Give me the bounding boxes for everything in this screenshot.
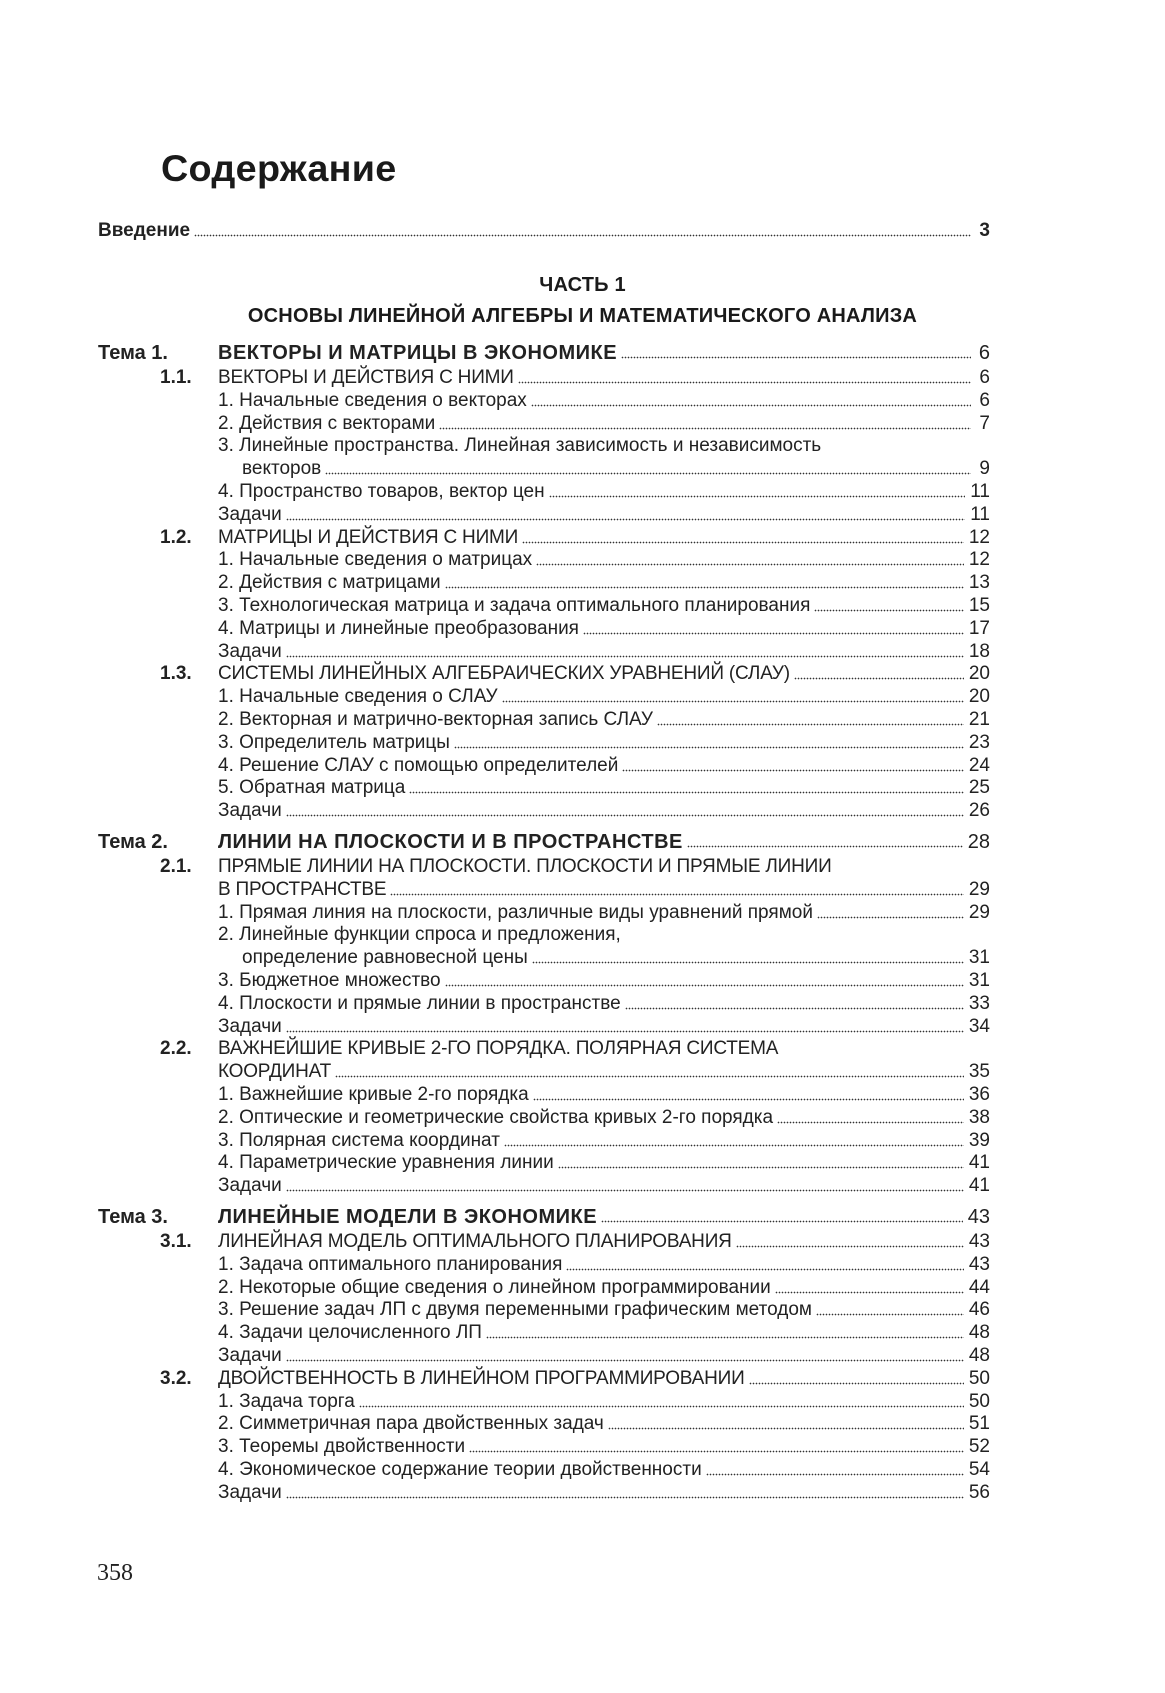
toc-page-number: 11	[970, 503, 990, 525]
part-number-heading: ЧАСТЬ 1	[539, 274, 626, 296]
leader-dots	[531, 403, 971, 407]
toc-entry-section[interactable]	[218, 367, 990, 389]
section-number: 1.2.	[160, 526, 192, 548]
toc-entry-subsection[interactable]	[218, 709, 990, 731]
toc-page-number: 7	[979, 412, 990, 434]
section-number: 3.1.	[160, 1231, 192, 1252]
toc-page-number: 48	[968, 1345, 990, 1366]
toc-entry-subsection[interactable]	[218, 970, 990, 992]
toc-entry-label: Задачи	[218, 640, 282, 662]
toc-page-number: 12	[968, 549, 990, 571]
leader-dots	[286, 517, 965, 521]
section-number: 1.1.	[160, 367, 192, 388]
toc-page-number: 13	[968, 572, 990, 594]
leader-dots	[286, 1188, 964, 1192]
leader-dots	[409, 790, 963, 794]
toc-entry-subsection[interactable]	[218, 413, 990, 435]
section-number: 3.2.	[160, 1367, 192, 1389]
leader-dots	[816, 1312, 964, 1316]
leader-dots	[736, 1244, 964, 1248]
toc-page-number: 20	[968, 663, 990, 685]
toc-page-number: 56	[968, 1481, 990, 1503]
toc-entry-label: ЛИНЕЙНЫЕ МОДЕЛИ В ЭКОНОМИКЕ	[218, 1206, 598, 1228]
toc-page-number: 41	[968, 1152, 990, 1174]
toc-page-number: 28	[967, 831, 990, 853]
leader-dots	[522, 540, 964, 544]
toc-entry-subsection[interactable]	[218, 1391, 990, 1413]
leader-dots	[532, 960, 964, 964]
toc-page-number: 33	[968, 992, 990, 1014]
leader-dots	[687, 844, 963, 848]
toc-entry-subsection[interactable]	[218, 1152, 990, 1174]
leader-dots	[621, 355, 971, 359]
toc-page-number: 21	[968, 709, 990, 730]
leader-dots	[359, 1404, 964, 1408]
toc-entry-label: СИСТЕМЫ ЛИНЕЙНЫХ АЛГЕБРАИЧЕСКИХ УРАВНЕНИЙ (СЛАУ)	[218, 663, 790, 685]
toc-entry-label: векторов	[242, 458, 322, 480]
toc-entry-subsection[interactable]	[218, 686, 990, 708]
toc-entry-subsection[interactable]	[218, 504, 990, 526]
toc-entry-section[interactable]	[218, 1368, 990, 1390]
leader-dots	[454, 745, 964, 749]
toc-page-number: 6	[979, 389, 990, 411]
toc-entry-section-line1[interactable]: ВАЖНЕЙШИЕ КРИВЫЕ 2-ГО ПОРЯДКА. ПОЛЯРНАЯ СИСТЕМА	[218, 1038, 779, 1060]
leader-dots	[335, 1074, 964, 1078]
leader-dots	[608, 1426, 964, 1430]
toc-page-number: 35	[968, 1061, 990, 1083]
toc-page-number: 48	[968, 1322, 990, 1344]
leader-dots	[286, 1358, 964, 1362]
toc-entry-label: 1. Начальные сведения о СЛАУ	[218, 686, 498, 708]
toc-entry-subsection[interactable]	[242, 947, 990, 969]
toc-page-number: 44	[968, 1276, 990, 1298]
toc-entry-subsection[interactable]	[242, 458, 990, 480]
leader-dots	[445, 585, 964, 589]
toc-entry-subsection[interactable]	[218, 1107, 990, 1129]
topic-number: Тема 1.	[98, 342, 168, 364]
toc-page-number: 41	[968, 1175, 990, 1197]
toc-entry-label: 1. Прямая линия на плоскости, различные виды уравнений прямой	[218, 901, 813, 923]
toc-entry-label: 5. Обратная матрица	[218, 777, 406, 799]
leader-dots	[625, 1006, 964, 1010]
toc-entry-subsection[interactable]	[218, 1322, 990, 1344]
leader-dots	[286, 813, 964, 817]
leader-dots	[286, 654, 964, 658]
toc-entry-label: 1. Начальные сведения о матрицах	[218, 549, 533, 571]
toc-page-number: 50	[968, 1367, 990, 1389]
toc-entry-subsection[interactable]	[218, 1175, 990, 1197]
leader-dots	[439, 426, 971, 430]
section-number: 2.1.	[160, 856, 192, 877]
toc-entry-label: Задачи	[218, 1345, 282, 1366]
toc-page-number: 6	[979, 367, 990, 388]
toc-entry-subsection[interactable]	[218, 618, 990, 640]
toc-entry-introduction[interactable]	[98, 220, 990, 242]
toc-entry-subsection[interactable]	[218, 549, 990, 571]
toc-page-number: 52	[968, 1436, 990, 1458]
toc-entry-subsection[interactable]	[218, 755, 990, 777]
toc-entry-section[interactable]	[218, 1231, 990, 1253]
toc-entry-subsection[interactable]	[218, 1345, 990, 1367]
leader-dots	[777, 1120, 964, 1124]
leader-dots	[536, 562, 964, 566]
toc-page-number: 38	[968, 1106, 990, 1128]
toc-page-number: 6	[978, 342, 990, 364]
toc-entry-subsection[interactable]	[218, 595, 990, 617]
toc-page-number: 29	[968, 901, 990, 923]
toc-page-number: 31	[968, 970, 990, 991]
toc-entry-section[interactable]	[218, 879, 990, 901]
toc-entry-subsection[interactable]	[218, 993, 990, 1015]
toc-page-number: 17	[968, 617, 990, 639]
toc-entry-subsection[interactable]	[218, 1084, 990, 1106]
toc-page-number: 31	[968, 947, 990, 969]
toc-entry-subsection[interactable]	[218, 1436, 990, 1458]
toc-entry-label: 3. Бюджетное множество	[218, 970, 441, 991]
toc-page-number: 46	[968, 1299, 990, 1321]
toc-page-number: 34	[968, 1015, 990, 1037]
toc-page-number: 39	[968, 1129, 990, 1151]
toc-entry-label: 2. Оптические и геометрические свойства кривых 2-го порядка	[218, 1106, 774, 1128]
toc-entry-label: 2. Векторная и матрично-векторная запись СЛАУ	[218, 709, 653, 730]
toc-entry-subsection[interactable]	[218, 1299, 990, 1321]
leader-dots	[445, 983, 964, 987]
topic-number: Тема 2.	[98, 831, 168, 853]
toc-entry-label: Задачи	[218, 1175, 282, 1197]
leader-dots	[814, 608, 963, 612]
leader-dots	[706, 1472, 964, 1476]
toc-page-number: 9	[979, 458, 990, 480]
toc-entry-label: 3. Решение задач ЛП с двумя переменными графическим методом	[218, 1299, 812, 1321]
toc-entry-label: ВЕКТОРЫ И ДЕЙСТВИЯ С НИМИ	[218, 367, 514, 388]
toc-entry-label: МАТРИЦЫ И ДЕЙСТВИЯ С НИМИ	[218, 526, 519, 548]
toc-page-number: 11	[970, 481, 990, 502]
toc-entry-label: ЛИНЕЙНАЯ МОДЕЛЬ ОПТИМАЛЬНОГО ПЛАНИРОВАНИЯ	[218, 1231, 732, 1252]
toc-entry-subsection[interactable]	[218, 390, 990, 412]
section-number: 2.2.	[160, 1038, 192, 1060]
leader-dots	[749, 1381, 964, 1385]
toc-entry-subsection-line1[interactable]: 2. Линейные функции спроса и предложения,	[218, 924, 621, 946]
toc-page-number: 51	[968, 1413, 990, 1435]
toc-entry-subsection[interactable]	[218, 1130, 990, 1152]
toc-entry-label: ДВОЙСТВЕННОСТЬ В ЛИНЕЙНОМ ПРОГРАММИРОВАНИИ	[218, 1367, 745, 1389]
toc-entry-label: определение равновесной цены	[242, 947, 528, 969]
leader-dots	[390, 892, 963, 896]
toc-page-number: 18	[968, 640, 990, 662]
toc-entry-subsection[interactable]	[218, 732, 990, 754]
toc-entry-label: 4. Решение СЛАУ с помощью определителей	[218, 754, 619, 776]
toc-entry-subsection[interactable]	[218, 902, 990, 924]
leader-dots	[325, 471, 971, 475]
toc-entry-label: Задачи	[218, 1481, 282, 1503]
toc-page-number: 43	[968, 1253, 990, 1275]
toc-entry-label: 4. Плоскости и прямые линии в пространстве	[218, 992, 621, 1014]
leader-dots	[817, 915, 964, 919]
leader-dots	[286, 1495, 964, 1499]
leader-dots	[558, 1165, 964, 1169]
toc-page-number: 50	[968, 1390, 990, 1412]
toc-entry-label: 1. Задача оптимального планирования	[218, 1253, 563, 1275]
toc-entry-label: 4. Параметрические уравнения линии	[218, 1152, 554, 1174]
leader-dots	[775, 1290, 964, 1294]
leader-dots	[194, 233, 971, 237]
leader-dots	[549, 494, 966, 498]
toc-page-number: 29	[968, 878, 990, 900]
toc-page-number: 15	[968, 595, 990, 616]
leader-dots	[657, 722, 964, 726]
toc-entry-label: 2. Действия с матрицами	[218, 572, 441, 594]
toc-entry-label: Введение	[98, 220, 191, 241]
toc-entry-section[interactable]	[218, 1061, 990, 1083]
toc-entry-section[interactable]	[218, 527, 990, 549]
toc-page-number: 3	[979, 220, 990, 241]
toc-page-number: 43	[968, 1231, 990, 1252]
leader-dots	[286, 1029, 964, 1033]
leader-dots	[622, 768, 964, 772]
toc-entry-subsection[interactable]	[218, 1482, 990, 1504]
toc-page-number: 12	[968, 526, 990, 548]
toc-entry-subsection[interactable]	[218, 1459, 990, 1481]
toc-entry-subsection[interactable]	[218, 1277, 990, 1299]
toc-entry-label: 1. Начальные сведения о векторах	[218, 389, 527, 411]
toc-entry-label: 1. Важнейшие кривые 2-го порядка	[218, 1084, 529, 1105]
leader-dots	[583, 631, 964, 635]
toc-entry-label: КООРДИНАТ	[218, 1061, 332, 1083]
toc-entry-label: 3. Технологическая матрица и задача оптимального планирования	[218, 595, 811, 616]
toc-page-number: 20	[968, 686, 990, 708]
leader-dots	[502, 699, 964, 703]
toc-entry-topic[interactable]	[218, 342, 990, 364]
leader-dots	[518, 380, 971, 384]
leader-dots	[486, 1335, 964, 1339]
toc-entry-label: 2. Симметричная пара двойственных задач	[218, 1413, 604, 1435]
toc-entry-label: Задачи	[218, 800, 282, 822]
toc-page-number: 36	[968, 1084, 990, 1105]
toc-entry-section[interactable]	[218, 663, 990, 685]
toc-entry-topic[interactable]	[218, 1206, 990, 1228]
toc-entry-label: 3. Полярная система координат	[218, 1129, 500, 1151]
toc-entry-label: 3. Определитель матрицы	[218, 731, 450, 753]
toc-entry-label: Задачи	[218, 503, 282, 525]
toc-page-number: 43	[967, 1206, 990, 1228]
leader-dots	[504, 1143, 964, 1147]
leader-dots	[533, 1097, 964, 1101]
toc-entry-subsection[interactable]	[218, 481, 990, 503]
leader-dots	[566, 1267, 963, 1271]
toc-entry-label: ЛИНИИ НА ПЛОСКОСТИ И В ПРОСТРАНСТВЕ	[218, 831, 683, 853]
leader-dots	[601, 1219, 963, 1223]
toc-entry-label: 2. Действия с векторами	[218, 412, 436, 434]
toc-page-number: 26	[968, 800, 990, 822]
topic-number: Тема 3.	[98, 1206, 168, 1228]
toc-entry-label: В ПРОСТРАНСТВЕ	[218, 878, 387, 900]
toc-page-number: 23	[968, 731, 990, 753]
part-title-heading: ОСНОВЫ ЛИНЕЙНОЙ АЛГЕБРЫ И МАТЕМАТИЧЕСКОГО АНАЛИЗА	[247, 305, 918, 327]
toc-entry-label: 4. Матрицы и линейные преобразования	[218, 617, 579, 639]
toc-entry-subsection[interactable]	[218, 641, 990, 663]
page-title: Содержание	[161, 148, 397, 189]
toc-entry-subsection[interactable]	[218, 777, 990, 799]
page-number: 358	[97, 1560, 133, 1586]
toc-entry-label: Задачи	[218, 1015, 282, 1037]
toc-entry-label: 4. Пространство товаров, вектор цен	[218, 481, 545, 502]
toc-entry-subsection[interactable]	[218, 1254, 990, 1276]
toc-entry-subsection-line1[interactable]: 3. Линейные пространства. Линейная зависимость и независимость	[218, 435, 822, 457]
toc-entry-section-line1[interactable]: ПРЯМЫЕ ЛИНИИ НА ПЛОСКОСТИ. ПЛОСКОСТИ И ПРЯМЫЕ ЛИНИИ	[218, 856, 832, 877]
toc-entry-subsection[interactable]	[218, 572, 990, 594]
toc-entry-subsection[interactable]	[218, 1413, 990, 1435]
toc-entry-label: ВЕКТОРЫ И МАТРИЦЫ В ЭКОНОМИКЕ	[218, 342, 618, 364]
toc-page-number: 25	[968, 777, 990, 799]
toc-page-number: 24	[968, 754, 990, 776]
toc-entry-label: 4. Экономическое содержание теории двойственности	[218, 1459, 702, 1480]
toc-entry-label: 3. Теоремы двойственности	[218, 1436, 466, 1458]
leader-dots	[794, 676, 964, 680]
toc-entry-label: 1. Задача торга	[218, 1390, 355, 1412]
toc-entry-label: 2. Некоторые общие сведения о линейном программировании	[218, 1276, 771, 1298]
toc-page-number: 54	[968, 1459, 990, 1480]
toc-entry-topic[interactable]	[218, 831, 990, 853]
leader-dots	[469, 1449, 964, 1453]
toc-entry-subsection[interactable]	[218, 1016, 990, 1038]
toc-entry-subsection[interactable]	[218, 800, 990, 822]
section-number: 1.3.	[160, 663, 192, 685]
toc-entry-label: 4. Задачи целочисленного ЛП	[218, 1322, 482, 1344]
